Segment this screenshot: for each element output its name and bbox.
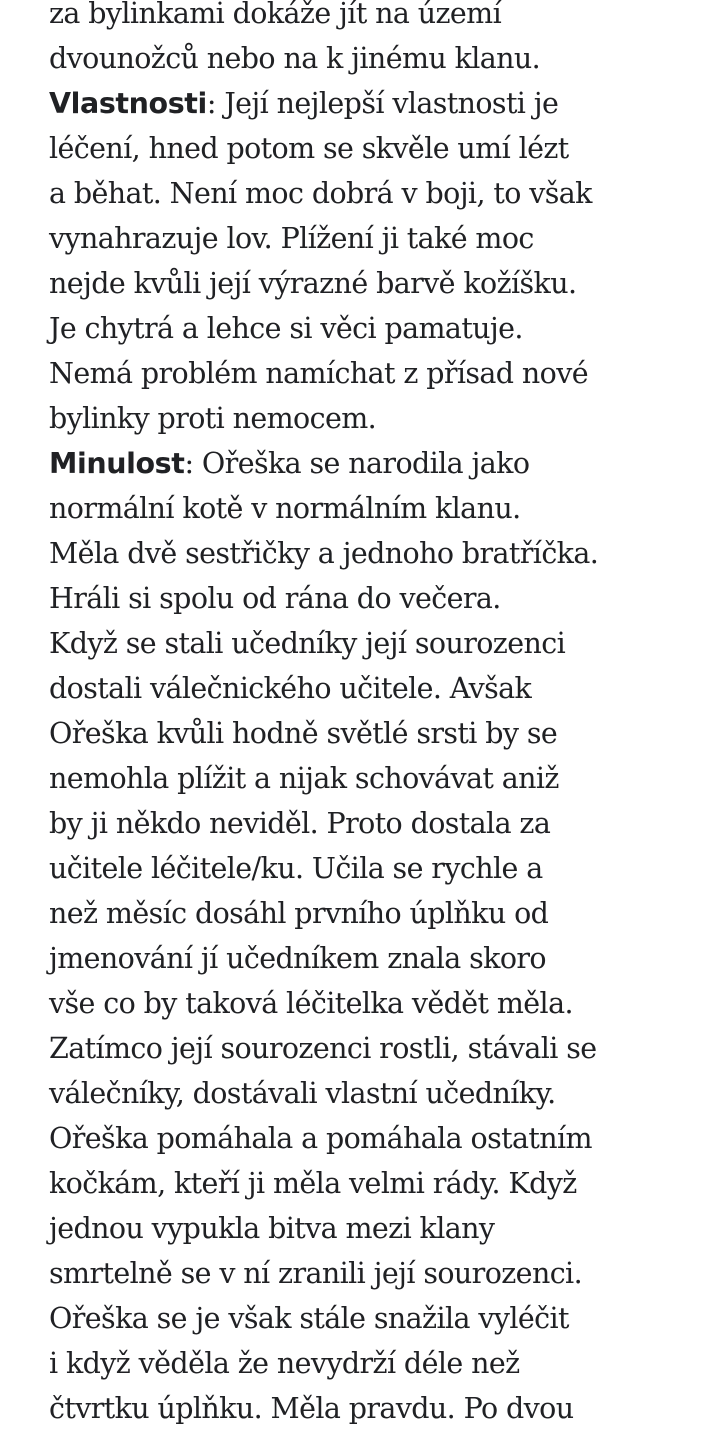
text-line: kočkám, kteří ji měla velmi rády. Když (49, 1167, 577, 1200)
text-line: nemohla plížit a nijak schovávat aniž (49, 762, 559, 795)
text-line: bylinky proti nemocem. (49, 402, 377, 435)
text-line: Ořeška kvůli hodně světlé srsti by se (49, 717, 558, 750)
text-line: Hráli si spolu od rána do večera. (49, 582, 501, 615)
text-line: válečníky, dostávali vlastní učedníky. (49, 1077, 556, 1110)
text-line: Nemá problém namíchat z přísad nové (49, 357, 588, 390)
text-line: Je chytrá a lehce si věci pamatuje. (49, 312, 523, 345)
text-line: Měla dvě sestřičky a jednoho bratříčka. (49, 537, 599, 570)
text-line: čtvrtku úplňku. Měla pravdu. Po dvou (49, 1392, 574, 1425)
text-line: Zatímco její sourozenci rostli, stávali se (49, 1032, 597, 1065)
text-line: vynahrazuje lov. Plížení ji také moc (49, 222, 534, 255)
text-line: léčení, hned potom se skvěle umí lézt (49, 132, 569, 165)
text-line: učitele léčitele/ku. Učila se rychle a (49, 852, 543, 885)
vlastnosti-label: Vlastnosti (49, 87, 207, 120)
minulost-label: Minulost (49, 447, 185, 480)
vlastnosti-first-line: : Její nejlepší vlastnosti je (206, 87, 559, 120)
text-line: by ji někdo neviděl. Proto dostala za (49, 807, 551, 840)
text-line: dostali válečnického učitele. Avšak (49, 672, 532, 705)
text-line: než měsíc dosáhl prvního úplňku od (49, 897, 549, 930)
text-line: dvounožců nebo na k jinému klanu. (49, 42, 541, 75)
minulost-heading-line (49, 441, 529, 486)
minulost-first-line: : Ořeška se narodila jako (184, 447, 530, 480)
text-line: Když se stali učedníky její sourozenci (49, 627, 566, 660)
vlastnosti-heading-line (49, 81, 558, 126)
text-line: a běhat. Není moc dobrá v boji, to však (49, 177, 592, 210)
text-line: i když věděla že nevydrží déle než (49, 1347, 520, 1380)
text-line: Ořeška pomáhala a pomáhala ostatním (49, 1122, 592, 1155)
text-line: jmenování jí učedníkem znala skoro (49, 942, 546, 975)
text-line: smrtelně se v ní zranili její sourozenci. (49, 1257, 583, 1290)
text-line: jednou vypukla bitva mezi klany (49, 1212, 495, 1245)
text-line: za bylinkami dokáže jít na území (49, 0, 502, 30)
text-line: vše co by taková léčitelka vědět měla. (49, 987, 573, 1020)
text-line: normální kotě v normálním klanu. (49, 492, 521, 525)
text-line: Ořeška se je však stále snažila vyléčit (49, 1302, 569, 1335)
text-line: nejde kvůli její výrazné barvě kožíšku. (49, 267, 577, 300)
